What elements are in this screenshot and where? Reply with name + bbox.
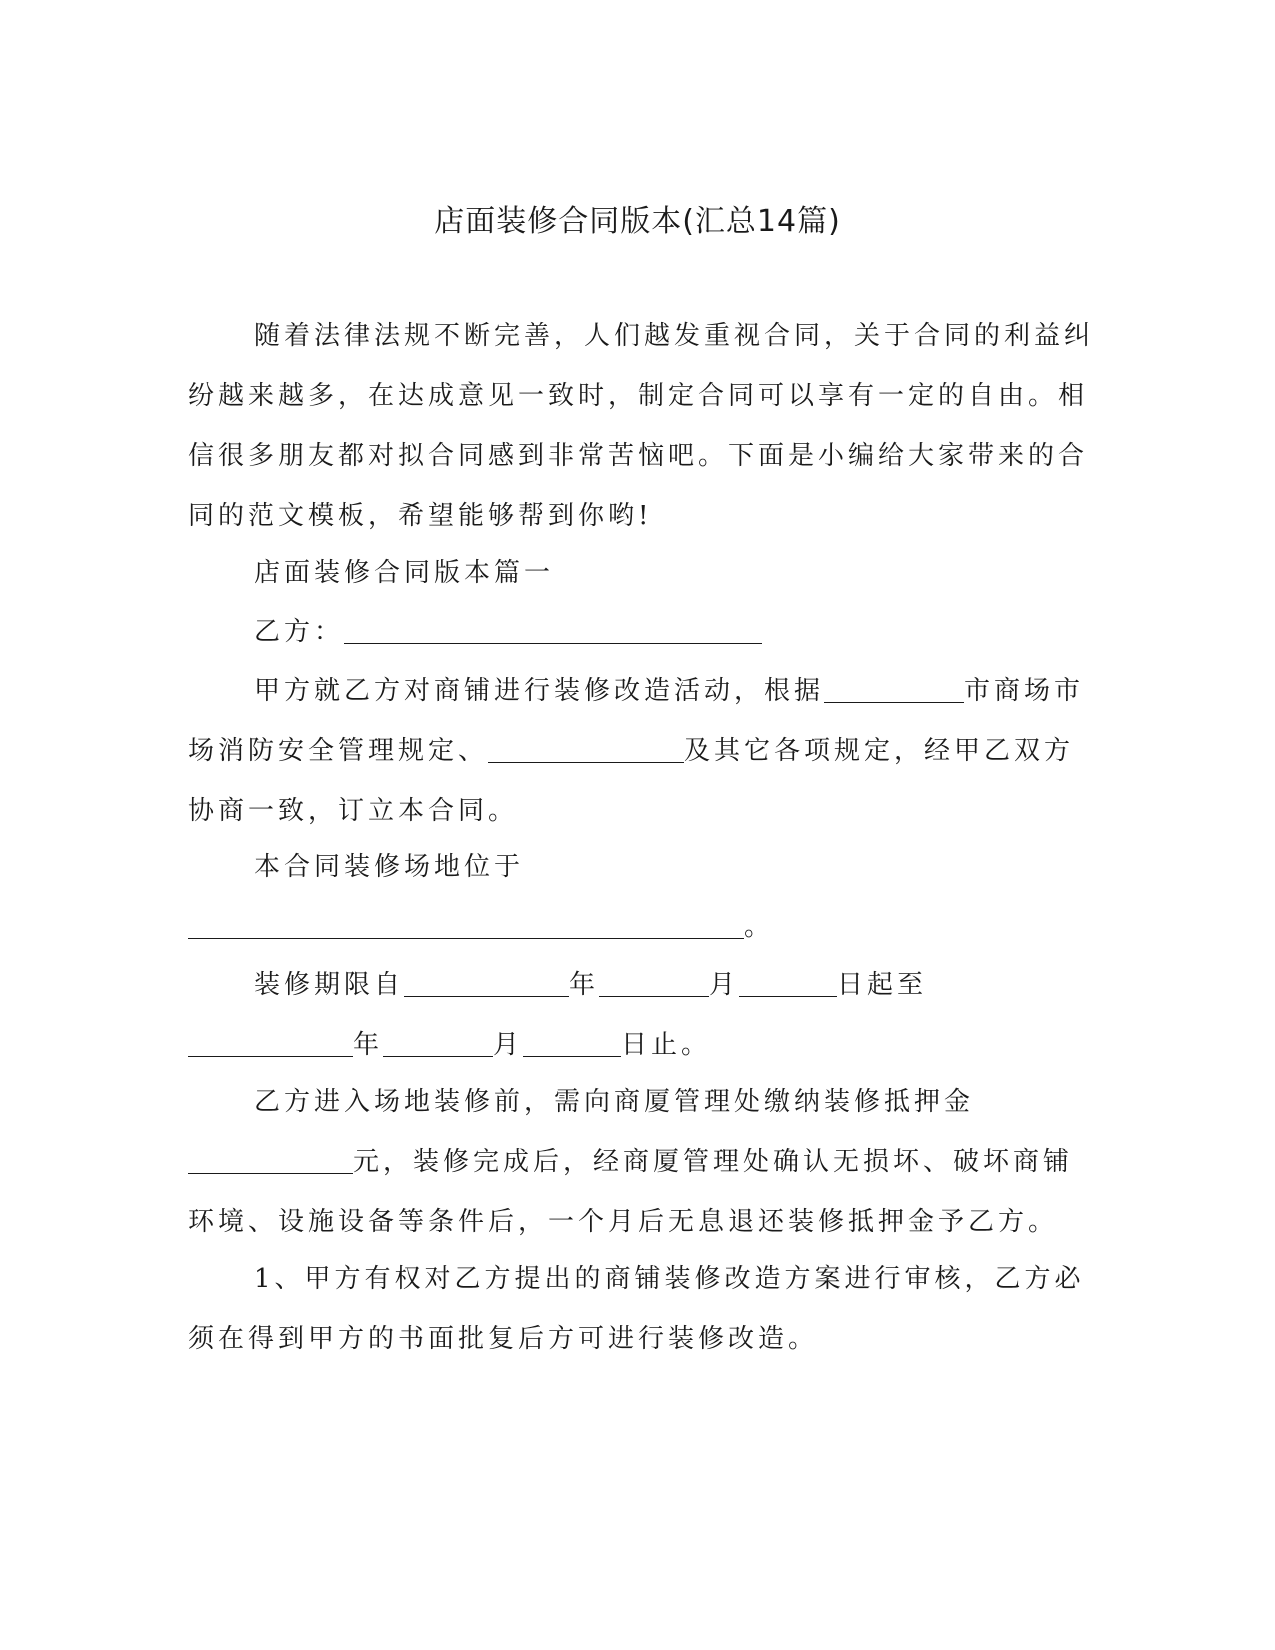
party-b-line [188, 602, 1134, 662]
intro-line-1: 随着法律法规不断完善，人们越发重视合同，关于合同的利益纠 [254, 321, 1095, 351]
end-year-blank [188, 1030, 353, 1057]
basis-text-1: 甲方就乙方对商铺进行装修改造活动，根据 [254, 676, 825, 706]
item-1-line-2: 须在得到甲方的书面批复后方可进行装修改造。 [188, 1324, 819, 1354]
item-1-clause [188, 1249, 1085, 1369]
basis-clause [188, 661, 1085, 841]
section-heading: 店面装修合同版本篇一 [254, 558, 555, 588]
document-title: 店面装修合同版本(汇总14篇) [434, 204, 841, 239]
basis-line-2 [188, 721, 1075, 781]
start-year-blank [404, 970, 569, 997]
deposit-line-3: 环境、设施设备等条件后，一个月后无息退还装修抵押金予乙方。 [188, 1207, 1059, 1237]
deposit-clause [188, 1072, 1074, 1252]
basis-line-1 [188, 661, 1085, 721]
location-label: 本合同装修场地位于 [254, 852, 525, 882]
end-year-label: 年 [353, 1030, 384, 1060]
deposit-text-2: 元，装修完成后，经商厦管理处确认无损坏、破坏商铺 [353, 1147, 1074, 1177]
location-blank [188, 912, 744, 939]
deposit-line-1: 乙方进入场地装修前，需向商厦管理处缴纳装修抵押金 [254, 1087, 975, 1117]
city-blank [824, 676, 964, 703]
start-year-label: 年 [569, 970, 600, 1000]
intro-line-3: 信很多朋友都对拟合同感到非常苦恼吧。下面是小编给大家带来的合 [188, 441, 1089, 471]
intro-line-4: 同的范文模板，希望能够帮到你哟! [188, 501, 653, 531]
deposit-amount-blank [188, 1147, 353, 1174]
period-clause [188, 955, 1068, 1075]
end-day-label: 日止。 [621, 1030, 712, 1060]
location-line-2 [188, 897, 1068, 957]
period-line-2 [188, 1015, 1068, 1075]
regulation-blank [488, 736, 684, 763]
period-start-label: 装修期限自 [254, 970, 405, 1000]
location-clause [188, 837, 1068, 957]
intro-line-2: 纷越来越多，在达成意见一致时，制定合同可以享有一定的自由。相 [188, 381, 1089, 411]
basis-text-4: 及其它各项规定，经甲乙双方 [684, 736, 1075, 766]
basis-line-3: 协商一致，订立本合同。 [188, 796, 519, 826]
location-end: 。 [744, 912, 775, 942]
start-month-label: 月 [709, 970, 740, 1000]
start-day-blank [739, 970, 837, 997]
intro-paragraph [188, 306, 1095, 546]
basis-text-2: 市商场市 [964, 676, 1085, 706]
start-month-blank [599, 970, 709, 997]
deposit-line-2 [188, 1132, 1074, 1192]
party-b-blank [344, 617, 762, 644]
end-month-blank [383, 1030, 493, 1057]
period-line-1 [188, 955, 1068, 1015]
end-day-blank [523, 1030, 621, 1057]
end-month-label: 月 [493, 1030, 524, 1060]
start-day-label: 日起至 [837, 970, 928, 1000]
party-b-label: 乙方： [254, 617, 345, 647]
item-1-line-1: 1、甲方有权对乙方提出的商铺装修改造方案进行审核，乙方必 [254, 1264, 1085, 1294]
basis-text-3: 场消防安全管理规定、 [188, 736, 489, 766]
